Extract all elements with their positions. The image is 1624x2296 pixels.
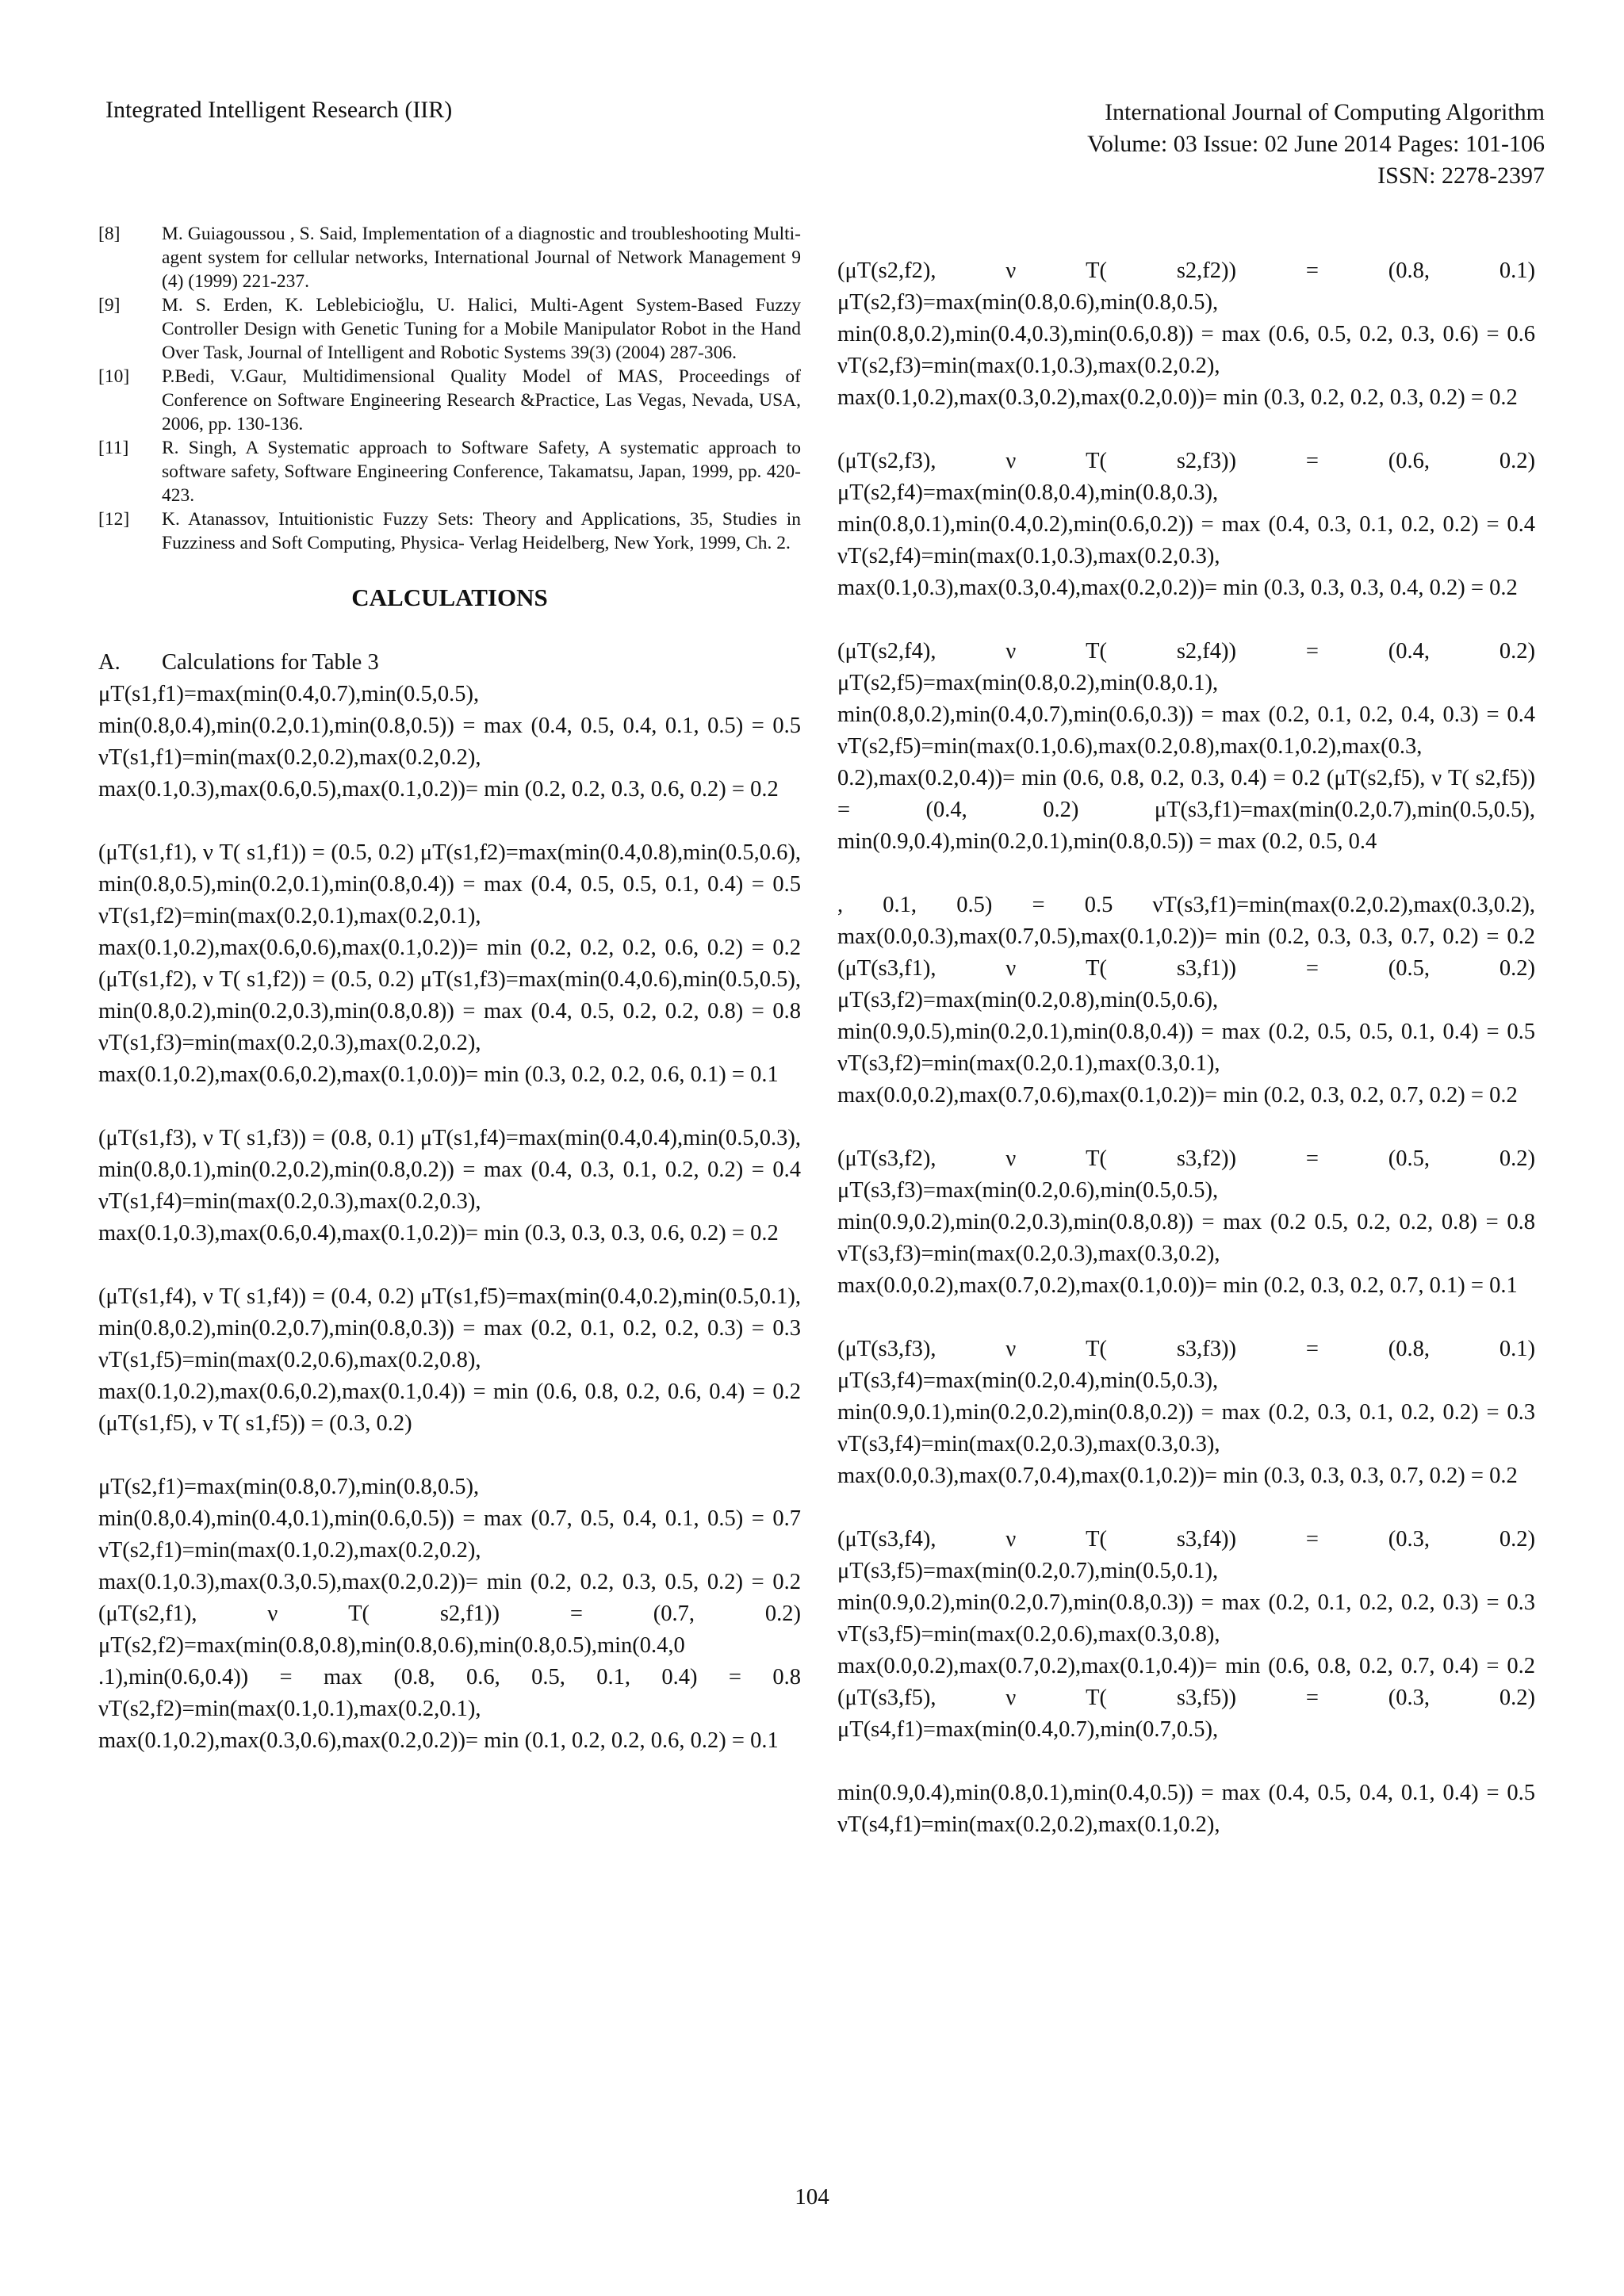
- calculation-block: , 0.1, 0.5) = 0.5 νT(s3,f1)=min(max(0.2,0.2),max(0.3,0.2), max(0.0,0.3),max(0.7,0.5),max(0.1,0.2))= min (0.2, 0.3, 0.3, 0.7, 0.2) = 0.2 (μT(s3,f1), ν T( s3,f1)) = (0.5, 0.2) μT(s3,f2)=max(min(0.2,0.8),min(0.5,0.6), min(0.9,0.5),min(0.2,0.1),min(0.8,0.4)) = max (0.2, 0.5, 0.5, 0.1, 0.4) = 0.5 νT(s3,f2)=min(max(0.2,0.1),max(0.3,0.1), max(0.0,0.2),max(0.7,0.6),max(0.1,0.2))= min (0.2, 0.3, 0.2, 0.7, 0.2) = 0.2: [837, 893, 1535, 1108]
- calculation-block: (μT(s2,f2), ν T( s2,f2)) = (0.8, 0.1) μT(s2,f3)=max(min(0.8,0.6),min(0.8,0.5), min(0.8,0.2),min(0.4,0.3),min(0.6,0.8)) = max (0.6, 0.5, 0.2, 0.3, 0.6) = 0.6 νT(s2,f3)=min(max(0.1,0.3),max(0.2,0.2), max(0.1,0.2),max(0.3,0.2),max(0.2,0.0))= min (0.3, 0.2, 0.2, 0.3, 0.2) = 0.2: [837, 258, 1535, 410]
- subsection-number: A.: [98, 650, 121, 675]
- reference-item: [98, 222, 801, 293]
- reference-item: [98, 365, 801, 436]
- reference-item: [98, 293, 801, 365]
- reference-number: [10]: [98, 366, 130, 387]
- subsection-heading: [98, 647, 801, 679]
- calculation-block: (μT(s3,f4), ν T( s3,f4)) = (0.3, 0.2) μT(s3,f5)=max(min(0.2,0.7),min(0.5,0.1), min(0.9,0.2),min(0.2,0.7),min(0.8,0.3)) = max (0.2, 0.1, 0.2, 0.2, 0.3) = 0.3 νT(s3,f5)=min(max(0.2,0.6),max(0.3,0.8), max(0.0,0.2),max(0.7,0.2),max(0.1,0.4))= min (0.6, 0.8, 0.2, 0.7, 0.4) = 0.2 (μT(s3,f5), ν T( s3,f5)) = (0.3, 0.2) μT(s4,f1)=max(min(0.4,0.7),min(0.7,0.5),: [837, 1527, 1535, 1742]
- calculation-block: (μT(s3,f2), ν T( s3,f2)) = (0.5, 0.2) μT(s3,f3)=max(min(0.2,0.6),min(0.5,0.5), min(0.9,0.2),min(0.2,0.3),min(0.8,0.8)) = max (0.2 0.5, 0.2, 0.2, 0.8) = 0.8 νT(s3,f3)=min(max(0.2,0.3),max(0.3,0.2), max(0.0,0.2),max(0.7,0.2),max(0.1,0.0))= min (0.2, 0.3, 0.2, 0.7, 0.1) = 0.1: [837, 1146, 1535, 1298]
- calculation-block: μT(s1,f1)=max(min(0.4,0.7),min(0.5,0.5), min(0.8,0.4),min(0.2,0.1),min(0.8,0.5)) = max (0.4, 0.5, 0.4, 0.1, 0.5) = 0.5 νT(s1,f1)=min(max(0.2,0.2),max(0.2,0.2), max(0.1,0.3),max(0.6,0.5),max(0.1,0.2))= min (0.2, 0.2, 0.3, 0.6, 0.2) = 0.2: [98, 682, 801, 802]
- calculations-left: [98, 647, 801, 1757]
- left-column: [98, 222, 801, 1757]
- calculation-block: (μT(s1,f3), ν T( s1,f3)) = (0.8, 0.1) μT(s1,f4)=max(min(0.4,0.4),min(0.5,0.3), min(0.8,0.1),min(0.2,0.2),min(0.8,0.2)) = max (0.4, 0.3, 0.1, 0.2, 0.2) = 0.4 νT(s1,f4)=min(max(0.2,0.3),max(0.2,0.3), max(0.1,0.3),max(0.6,0.4),max(0.1,0.2))= min (0.3, 0.3, 0.3, 0.6, 0.2) = 0.2: [98, 1126, 801, 1246]
- calculation-block: (μT(s3,f3), ν T( s3,f3)) = (0.8, 0.1) μT(s3,f4)=max(min(0.2,0.4),min(0.5,0.3), min(0.9,0.1),min(0.2,0.2),min(0.8,0.2)) = max (0.2, 0.3, 0.1, 0.2, 0.2) = 0.3 νT(s3,f4)=min(max(0.2,0.3),max(0.3,0.3), max(0.0,0.3),max(0.7,0.4),max(0.1,0.2))= min (0.3, 0.3, 0.3, 0.7, 0.2) = 0.2: [837, 1337, 1535, 1488]
- section-title: CALCULATIONS: [351, 584, 548, 611]
- calculation-block: (μT(s1,f4), ν T( s1,f4)) = (0.4, 0.2) μT(s1,f5)=max(min(0.4,0.2),min(0.5,0.1), min(0.8,0.2),min(0.2,0.7),min(0.8,0.3)) = max (0.2, 0.1, 0.2, 0.2, 0.3) = 0.3 νT(s1,f5)=min(max(0.2,0.6),max(0.2,0.8), max(0.1,0.2),max(0.6,0.2),max(0.1,0.4)) = min (0.6, 0.8, 0.2, 0.6, 0.4) = 0.2 (μT(s1,f5), ν T( s1,f5)) = (0.3, 0.2): [98, 1284, 801, 1436]
- reference-number: [9]: [98, 295, 121, 316]
- reference-text: P.Bedi, V.Gaur, Multidimensional Quality Model of MAS, Proceedings of Conference on Software Engineering Research &Practice, Las Vegas, Nevada, USA, 2006, pp. 130-136.: [162, 366, 801, 434]
- calculation-block: min(0.9,0.4),min(0.8,0.1),min(0.4,0.5)) = max (0.4, 0.5, 0.4, 0.1, 0.4) = 0.5 νT(s4,f1)=min(max(0.2,0.2),max(0.1,0.2),: [837, 1781, 1535, 1837]
- calculation-block: (μT(s2,f4), ν T( s2,f4)) = (0.4, 0.2) μT(s2,f5)=max(min(0.8,0.2),min(0.8,0.1), min(0.8,0.2),min(0.4,0.7),min(0.6,0.3)) = max (0.2, 0.1, 0.2, 0.4, 0.3) = 0.4 νT(s2,f5)=min(max(0.1,0.6),max(0.2,0.8),max(0.1,0.2),max(0.3, 0.2),max(0.2,0.4))= min (0.6, 0.8, 0.2, 0.3, 0.4) = 0.2 (μT(s2,f5), ν T( s2,f5)) = (0.4, 0.2) μT(s3,f1)=max(min(0.2,0.7),min(0.5,0.5), min(0.9,0.4),min(0.2,0.1),min(0.8,0.5)) = max (0.2, 0.5, 0.4: [837, 639, 1535, 854]
- reference-text: M. Guiagoussou , S. Said, Implementation of a diagnostic and troubleshooting Multi-agent system for cellular networks, International Journal of Network Management 9 (4) (1999) 221-237.: [162, 224, 801, 292]
- journal-volume: Volume: 03 Issue: 02 June 2014 Pages: 101-106: [1087, 131, 1545, 157]
- reference-number: [8]: [98, 224, 121, 244]
- reference-number: [12]: [98, 509, 130, 530]
- running-header-left: Integrated Intelligent Research (IIR): [105, 97, 453, 123]
- reference-number: [11]: [98, 438, 129, 458]
- right-column: [837, 255, 1535, 1841]
- reference-text: R. Singh, A Systematic approach to Software Safety, A systematic approach to software safety, Software Engineering Conference, Takamatsu, Japan, 1999, pp. 420-423.: [162, 438, 801, 506]
- calculation-block: (μT(s1,f1), ν T( s1,f1)) = (0.5, 0.2) μT(s1,f2)=max(min(0.4,0.8),min(0.5,0.6), min(0.8,0.5),min(0.2,0.1),min(0.8,0.4)) = max (0.4, 0.5, 0.5, 0.1, 0.4) = 0.5 νT(s1,f2)=min(max(0.2,0.1),max(0.2,0.1), max(0.1,0.2),max(0.6,0.6),max(0.1,0.2))= min (0.2, 0.2, 0.2, 0.6, 0.2) = 0.2 (μT(s1,f2), ν T( s1,f2)) = (0.5, 0.2) μT(s1,f3)=max(min(0.4,0.6),min(0.5,0.5), min(0.8,0.2),min(0.2,0.3),min(0.8,0.8)) = max (0.4, 0.5, 0.2, 0.2, 0.8) = 0.8 νT(s1,f3)=min(max(0.2,0.3),max(0.2,0.2), max(0.1,0.2),max(0.6,0.2),max(0.1,0.0))= min (0.3, 0.2, 0.2, 0.6, 0.1) = 0.1: [98, 840, 801, 1087]
- running-header-right: [831, 97, 1545, 192]
- subsection-title: Calculations for Table 3: [162, 650, 379, 675]
- reference-text: K. Atanassov, Intuitionistic Fuzzy Sets: Theory and Applications, 35, Studies in Fuzziness and Soft Computing, Physica- Verlag Heidelberg, New York, 1999, Ch. 2.: [162, 509, 801, 553]
- page-number: 104: [795, 2184, 829, 2210]
- reference-text: M. S. Erden, K. Leblebicioğlu, U. Halici, Multi-Agent System-Based Fuzzy Controller Design with Genetic Tuning for a Mobile Manipulator Robot in the Hand Over Task, Journal of Intelligent and Robotic Systems 39(3) (2004) 287-306.: [162, 295, 801, 363]
- reference-item: [98, 436, 801, 507]
- journal-issn: ISSN: 2278-2397: [1377, 163, 1545, 189]
- calculation-block: μT(s2,f1)=max(min(0.8,0.7),min(0.8,0.5), min(0.8,0.4),min(0.4,0.1),min(0.6,0.5)) = max (0.7, 0.5, 0.4, 0.1, 0.5) = 0.7 νT(s2,f1)=min(max(0.1,0.2),max(0.2,0.2), max(0.1,0.3),max(0.3,0.5),max(0.2,0.2))= min (0.2, 0.2, 0.3, 0.5, 0.2) = 0.2 (μT(s2,f1), ν T( s2,f1)) = (0.7, 0.2) μT(s2,f2)=max(min(0.8,0.8),min(0.8,0.6),min(0.8,0.5),min(0.4,0 .1),min(0.6,0.4)) = max (0.8, 0.6, 0.5, 0.1, 0.4) = 0.8 νT(s2,f2)=min(max(0.1,0.1),max(0.2,0.1), max(0.1,0.2),max(0.3,0.6),max(0.2,0.2))= min (0.1, 0.2, 0.2, 0.6, 0.2) = 0.1: [98, 1475, 801, 1753]
- journal-title: International Journal of Computing Algorithm: [1105, 99, 1545, 125]
- reference-item: [98, 507, 801, 555]
- calculation-block: (μT(s2,f3), ν T( s2,f3)) = (0.6, 0.2) μT(s2,f4)=max(min(0.8,0.4),min(0.8,0.3), min(0.8,0.1),min(0.4,0.2),min(0.6,0.2)) = max (0.4, 0.3, 0.1, 0.2, 0.2) = 0.4 νT(s2,f4)=min(max(0.1,0.3),max(0.2,0.3), max(0.1,0.3),max(0.3,0.4),max(0.2,0.2))= min (0.3, 0.3, 0.3, 0.4, 0.2) = 0.2: [837, 449, 1535, 600]
- reference-list: [98, 222, 801, 555]
